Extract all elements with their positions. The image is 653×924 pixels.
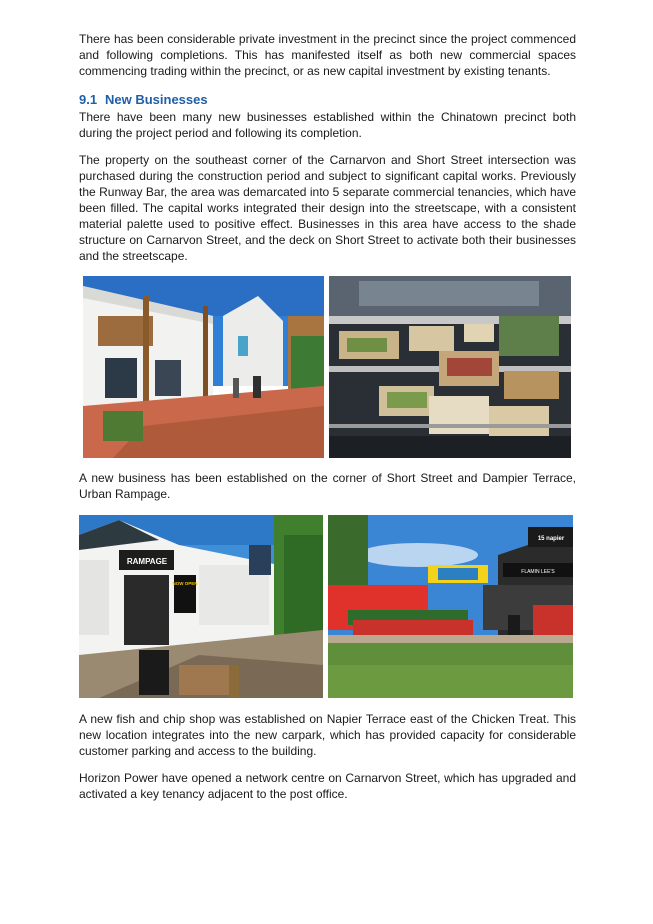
section-heading <box>79 92 208 108</box>
fish-and-chip-paragraph: A new fish and chip shop was established on Napier Terrace east of the Chicken Treat. This new location integrates into the new carpark, which has provided capacity for considerable customer parking and access to the building. <box>79 712 576 758</box>
fish-and-chip-shop-photo <box>328 515 573 698</box>
sandwich-cabinet-photo <box>329 276 571 458</box>
napier-sign-text: 15 napier <box>537 536 565 542</box>
horizon-power-paragraph: Horizon Power have opened a network centre on Carnarvon Street, which has upgraded and activated a key tenancy adjacent to the post office. <box>79 771 576 801</box>
urban-rampage-photo <box>79 515 323 698</box>
section-number: 9.1 <box>79 92 98 107</box>
section-title: New Businesses <box>105 92 208 107</box>
new-businesses-paragraph: There have been many new businesses established within the Chinatown precinct both during the project period and following its completion. <box>79 110 576 140</box>
intro-paragraph: There has been considerable private investment in the precinct since the project commenced and following completions. This has manifested itself as both new commercial spaces commencing trading within the precinct, or as new capital investment by existing tenants. <box>79 32 576 78</box>
southeast-corner-paragraph: The property on the southeast corner of the Carnarvon and Short Street intersection was purchased during the construction period and subject to significant capital works. Previously the Runway Bar, the area was demarcated into 5 separate commercial tenancies, which have been filled. The capital works integrated their design into the streetscape, with a consistent material palette used to positive effect. Businesses in this area have access to the shade structure on Carnarvon Street, and the deck on Short Street to activate both their businesses and the streetscape. <box>79 153 576 263</box>
shop-sign-text: FLAMIN LEE'S <box>521 569 555 575</box>
now-open-sign-text: NOW OPEN <box>172 581 198 586</box>
streetscape-photo <box>83 276 324 458</box>
rampage-sign-text: RAMPAGE <box>126 557 168 566</box>
urban-rampage-paragraph: A new business has been established on the corner of Short Street and Dampier Terrace, Urban Rampage. <box>79 471 576 501</box>
